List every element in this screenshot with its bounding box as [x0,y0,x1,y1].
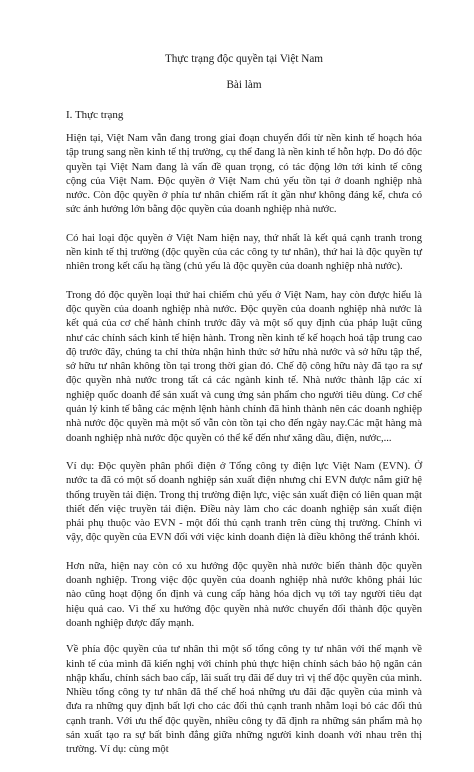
paragraph-1: Hiện tại, Việt Nam vẫn đang trong giai đoạn chuyển đổi từ nền kinh tế hoạch hóa tập trung sang nền kinh tế thị trường, cụ thể đang là nền kinh tế hỗn hợp. Do đó độc quyền tại Việt Nam đang là vấn đề quan trọng, có tác động lớn tới kinh tế công cộng của Việt Nam. Độc quyền ở Việt Nam chủ yếu tồn tại ở doanh nghiệp nhà nước. Còn độc quyền ở phía tư nhân chiếm rất ít gần như không đáng kể, chưa có sức ảnh hưởng lớn bằng độc quyền của doanh nghiệp nhà nước. [66,133,422,216]
document-title: Thực trạng độc quyền tại Việt Nam [164,53,324,65]
paragraph-2: Có hai loại độc quyền ở Việt Nam hiện nay, thứ nhất là kết quả cạnh tranh trong nền kinh tế thị trường (độc quyền của các công ty tư nhân), thứ hai là độc quyền tự nhiên trong kết cấu hạ tầng (chủ yếu là độc quyền của doanh nghiệp nhà nước). [66,232,422,273]
document-body [66,52,422,772]
document-subtitle: Bài làm [226,79,262,91]
section-heading: I. Thực trạng [66,109,124,121]
paragraph-4: Ví dụ: Độc quyền phân phối điện ở Tổng công ty điện lực Việt Nam (EVN). Ở nước ta đã có một số doanh nghiệp sản xuất điện nhưng chỉ EVN được nắm giữ hệ thống truyền tải điện. Trong thị trường điện lực, việc sản xuất điện có liên quan mật thiết đến việc truyền tải điện. Điều này làm cho các doanh nghiệp sản xuất điện phải phụ thuộc vào EVN - một đối thủ cạnh tranh trên cùng thị trường. Chính vì vậy, độc quyền của EVN đối với việc kinh doanh điện là điều không thể tránh khỏi. [66,460,422,544]
paragraph-5: Hơn nữa, hiện nay còn có xu hướng độc quyền nhà nước biến thành độc quyền doanh nghiệp. Trong việc độc quyền của doanh nghiệp nhà nước không phải lúc nào cũng hoạt động ổn định và cung cấp hàng hóa dịch vụ tới tay người tiêu dạt hiệu quả cao. Vì thế xu hướng độc quyền nhà nước chuyển đổi thành độc quyền doanh nghiệp được đẩy mạnh. [66,560,422,629]
paragraph-3: Trong đó độc quyền loại thứ hai chiếm chủ yếu ở Việt Nam, hay còn được hiểu là độc quyền của doanh nghiệp nhà nước. Độc quyền của doanh nghiệp nhà nước là kết quả của cơ chế hành chính trước đây và một số quy định của pháp luật cũng như các chính sách kinh tế hiện hành. Trong nền kinh tế kế hoạch hoá tập trung cao độ trước đây, chúng ta chỉ thừa nhận hình thức sở hữu nhà nước và sở hữu tập thể, sở hữu tư nhân không tồn tại trong thời gian đó. Chế độ công hữu này đã tạo ra sự độc quyền nhà nước trong tất cả các ngành kinh tế. Nhà nước thành lập các xí nghiệp quốc doanh để sản xuất và cung ứng sản phẩm cho người tiêu dùng. Cơ chế quản lý kinh tế bằng các mệnh lệnh hành chính đã hình thành nên các doanh nghiệp nhà nước độc quyền mà một số vẫn còn tồn tại cho đến ngày nay.Các mặt hàng mà doanh nghiệp nhà nước độc quyền có thể kể đến như xăng dầu, điện, nước,... [66,289,422,444]
paragraph-6: Về phía độc quyền của tư nhân thì một số tổng công ty tư nhân với thế mạnh về kinh tế của mình đã kiến nghị với chính phủ thực hiện chính sách bảo hộ ngăn cản nhập khẩu, chính sách bao cấp, lãi suất trụ đãi để duy trì vị thế độc quyền của mình. Nhiều tổng công ty tư nhân đã thế chế hoá những ưu đãi đặc quyền của mình và đưa ra những quy định bất lợi cho các đối thủ cạnh tranh nhằm loại bỏ các đối thủ cạnh tranh. Với ưu thế độc quyền, nhiều công ty đã định ra những sản phẩm mà họ sản xuất tạo ra sự bất bình đẳng giữa những người kinh doanh với nhau trên thị trường. Ví dụ: cùng một [66,644,422,756]
